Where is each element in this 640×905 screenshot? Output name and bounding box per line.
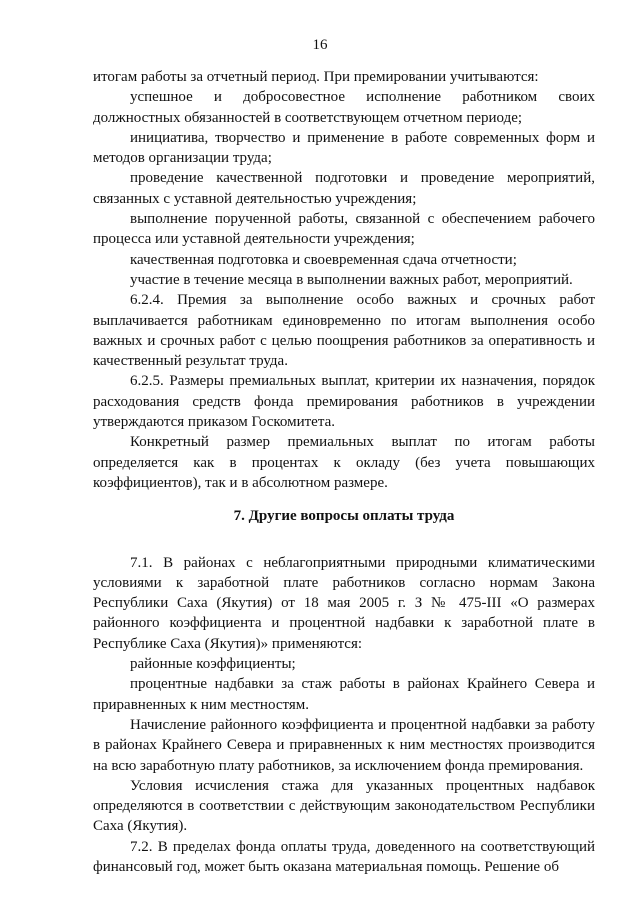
paragraph: Конкретный размер премиальных выплат по итогам работы определяется как в процентах к окладу (без учета повышающих коэффициентов), так и в абсолютном размере.	[93, 434, 595, 491]
paragraph: процентные надбавки за стаж работы в районах Крайнего Севера и приравненных к ним местностям.	[93, 676, 595, 713]
section-heading: 7. Другие вопросы оплаты труда	[233, 508, 455, 525]
paragraph: итогам работы за отчетный период. При премировании учитываются:	[93, 69, 539, 85]
paragraph: инициатива, творчество и применение в работе современных форм и методов организации труда;	[93, 129, 595, 167]
paragraph: 7.2. В пределах фонда оплаты труда, доведенного на соответствующий финансовый год, может быть оказана материальная помощь. Решение об	[93, 838, 595, 875]
paragraph: участие в течение месяца в выполнении важных работ, мероприятий.	[130, 271, 573, 288]
page-number: 16	[312, 37, 328, 53]
paragraph: 7.1. В районах с неблагоприятными природными климатическими условиями к заработной плате работников согласно нормам Закона Республики Саха (Якутия) от 18 мая 2005 г. З № 475-III «О размерах районного коэффициента и процентной надбавки к заработной плате в Республике Саха (Якутия)» применяются:	[93, 554, 595, 652]
paragraph: выполнение порученной работы, связанной с обеспечением рабочего процесса или уставной деятельности учреждения;	[93, 211, 595, 248]
paragraph: Условия исчисления стажа для указанных процентных надбавок определяются в соответствии с действующим законодательством Республики Саха (Якутия).	[93, 777, 595, 835]
paragraph: 6.2.5. Размеры премиальных выплат, критерии их назначения, порядок расходования средств фонда премирования работников в учреждении утверждаются приказом Госкомитета.	[93, 373, 595, 431]
paragraph: Начисление районного коэффициента и процентной надбавки за работу в районах Крайнего Севера и приравненных к ним местностях производится на всю заработную плату работников, за исключением фонда премирования.	[93, 716, 595, 774]
paragraph: районные коэффициенты;	[130, 656, 296, 673]
paragraph: качественная подготовка и своевременная сдача отчетности;	[130, 251, 517, 268]
paragraph: успешное и добросовестное исполнение работником своих должностных обязанностей в соответствующем отчетном периоде;	[93, 89, 595, 126]
paragraph: 6.2.4. Премия за выполнение особо важных и срочных работ выплачивается работникам единовременно по итогам выполнения особо важных и срочных работ с целью поощрения работников за оперативность и качественный результат труда.	[93, 292, 595, 370]
paragraph: проведение качественной подготовки и проведение мероприятий, связанных с уставной деятельностью учреждения;	[93, 170, 595, 207]
document-body	[93, 67, 595, 877]
